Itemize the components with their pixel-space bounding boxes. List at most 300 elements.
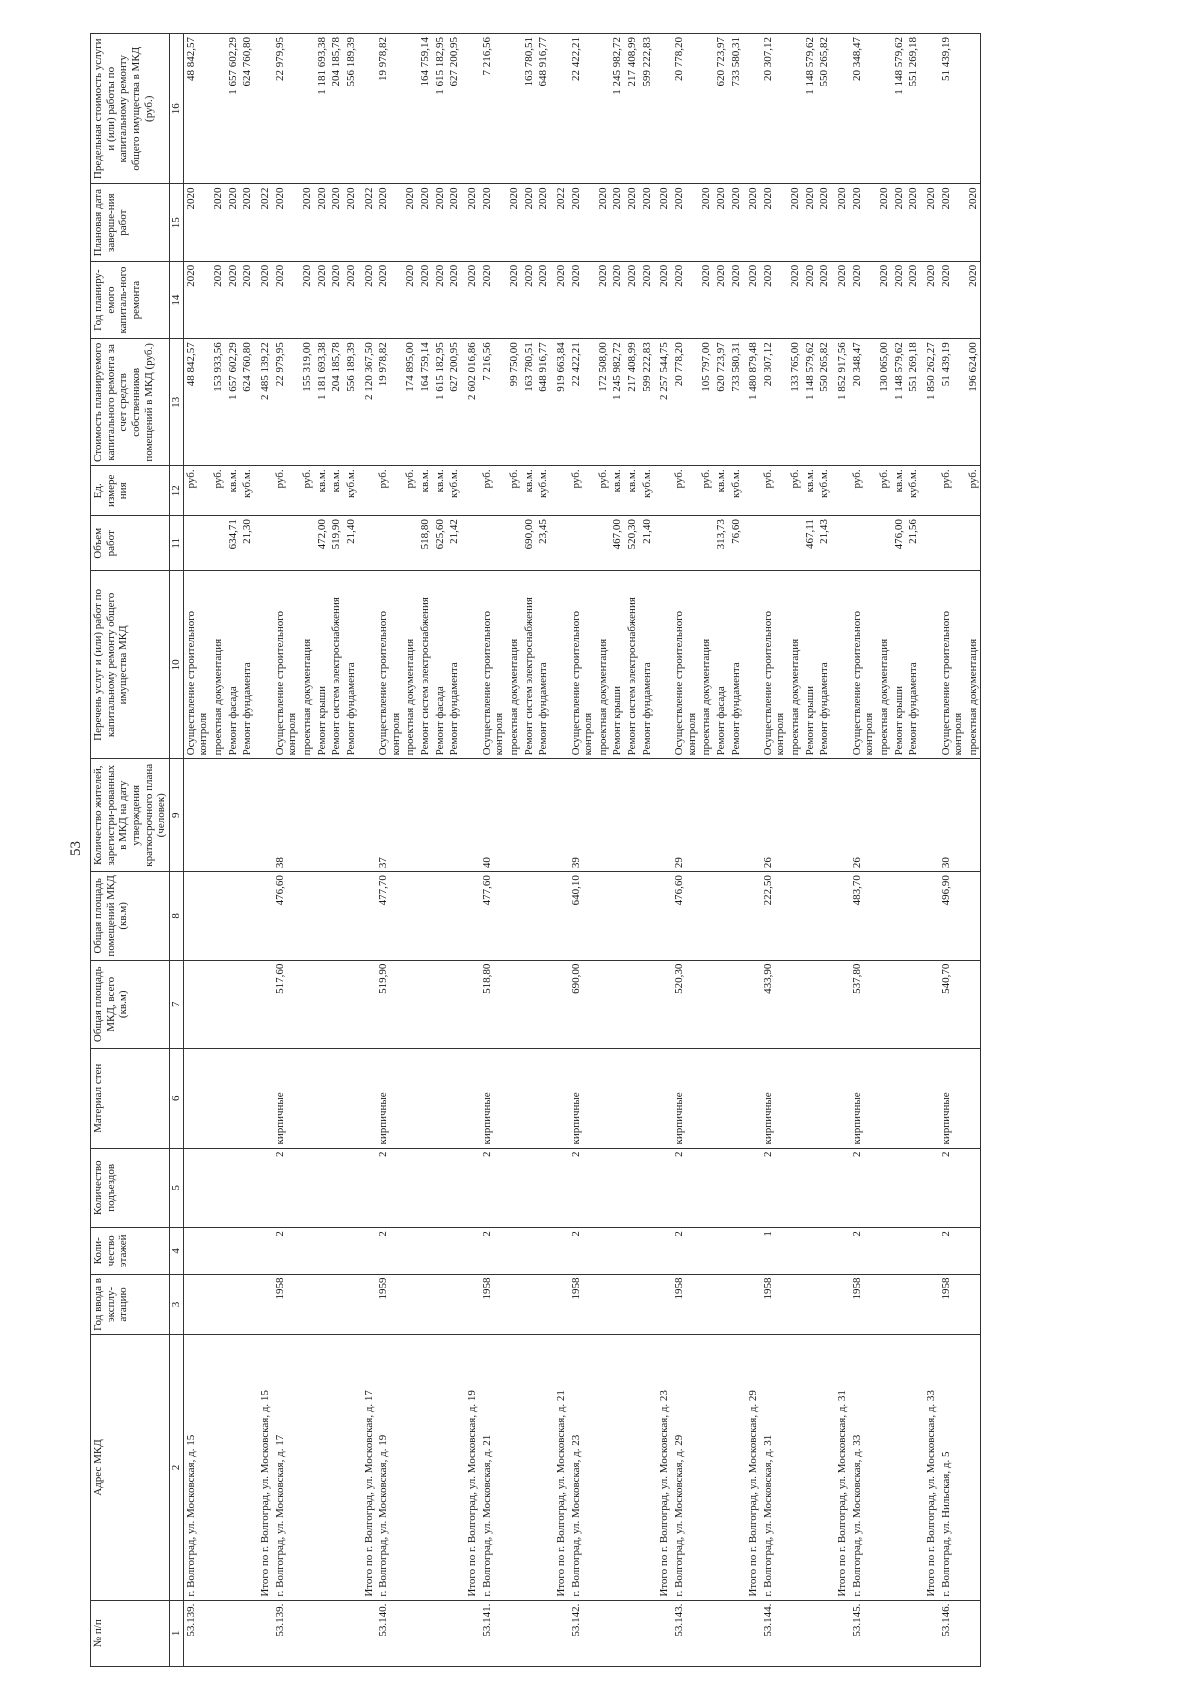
table-cell-c13: 204 185,78	[329, 339, 344, 466]
table-cell-c3	[359, 1274, 377, 1335]
table-cell-c3	[522, 1274, 537, 1335]
table-cell-c10: Ремонт фасада	[714, 571, 729, 759]
table-cell-c12	[654, 466, 672, 516]
table-cell-c15: 2022	[551, 184, 569, 261]
table-cell-c1	[300, 1600, 315, 1666]
table-cell-c3	[551, 1274, 569, 1335]
table-cell-c13: 1 657 602,29	[226, 339, 241, 466]
table-cell-c14: 2020	[788, 261, 803, 338]
table-cell-c10: Ремонт фундамента	[447, 571, 462, 759]
table-row	[625, 34, 640, 1667]
table-cell-c14: 2020	[344, 261, 359, 338]
table-cell-c12: куб.м.	[817, 466, 832, 516]
table-cell-c15: 2020	[462, 184, 480, 261]
table-cell-c7	[359, 960, 377, 1048]
column-number-row	[169, 34, 183, 1667]
col-number: 5	[169, 1148, 183, 1228]
table-cell-c11	[403, 516, 418, 571]
table-cell-c10: Ремонт фундамента	[729, 571, 744, 759]
table-cell-c10: Ремонт систем электроснабжения	[418, 571, 433, 759]
table-cell-c10: Ремонт фундамента	[240, 571, 255, 759]
table-cell-c2: Итого по г. Волгоград, ул. Московская, д. 29	[743, 1335, 761, 1600]
table-cell-c9	[226, 759, 241, 872]
table-cell-c2	[966, 1335, 981, 1600]
table-cell-c6	[892, 1049, 907, 1149]
table-cell-c7	[403, 960, 418, 1048]
table-cell-c12: руб.	[300, 466, 315, 516]
table-cell-c8: 476,60	[672, 872, 699, 960]
table-row	[522, 34, 537, 1667]
table-cell-c5	[832, 1148, 850, 1228]
table-cell-c11	[672, 516, 699, 571]
table-cell-c1	[892, 1600, 907, 1666]
table-cell-c8	[803, 872, 818, 960]
table-cell-c9	[832, 759, 850, 872]
table-cell-c16: 599 222,83	[640, 34, 655, 184]
table-cell-c11	[462, 516, 480, 571]
table-cell-c16: 51 439,19	[939, 34, 966, 184]
table-cell-c9	[699, 759, 714, 872]
table-cell-c13: 7 216,56	[480, 339, 507, 466]
table-cell-c16: 1 615 182,95	[433, 34, 448, 184]
table-cell-c9	[315, 759, 330, 872]
table-cell-c6	[699, 1049, 714, 1149]
table-cell-c2	[610, 1335, 625, 1600]
table-cell-c3	[832, 1274, 850, 1335]
table-cell-c12: руб.	[596, 466, 611, 516]
table-cell-c9	[403, 759, 418, 872]
table-cell-c11	[850, 516, 877, 571]
table-cell-c4	[654, 1228, 672, 1274]
table-cell-c14: 2020	[699, 261, 714, 338]
table-cell-c1	[522, 1600, 537, 1666]
table-cell-c6	[906, 1049, 921, 1149]
table-cell-c5	[183, 1148, 211, 1228]
table-cell-c16	[654, 34, 672, 184]
table-cell-c1: 53.141.	[480, 1600, 507, 1666]
table-cell-c2	[507, 1335, 522, 1600]
table-cell-c5	[877, 1148, 892, 1228]
table-cell-c5	[610, 1148, 625, 1228]
table-cell-c4: 2	[273, 1228, 300, 1274]
table-cell-c2	[536, 1335, 551, 1600]
table-cell-c6	[877, 1049, 892, 1149]
table-cell-c8	[255, 872, 273, 960]
table-cell-c15: 2020	[966, 184, 981, 261]
table-cell-c2	[892, 1335, 907, 1600]
table-cell-c6	[817, 1049, 832, 1149]
table-cell-c16	[596, 34, 611, 184]
table-cell-c1	[817, 1600, 832, 1666]
table-cell-c10: Ремонт фасада	[226, 571, 241, 759]
table-cell-c13: 22 979,95	[273, 339, 300, 466]
table-cell-c4	[625, 1228, 640, 1274]
table-cell-c4	[892, 1228, 907, 1274]
col-header: Коли-чество этажей	[91, 1228, 170, 1274]
table-cell-c14: 2020	[240, 261, 255, 338]
table-row	[226, 34, 241, 1667]
table-cell-c6: кирпичные	[761, 1049, 788, 1149]
table-cell-c7	[329, 960, 344, 1048]
table-cell-c15: 2020	[183, 184, 211, 261]
table-cell-c5	[462, 1148, 480, 1228]
table-cell-c3	[300, 1274, 315, 1335]
table-cell-c12	[921, 466, 939, 516]
table-cell-c15: 2020	[329, 184, 344, 261]
table-cell-c3	[892, 1274, 907, 1335]
table-cell-c12: кв.м.	[625, 466, 640, 516]
col-header: Предельная стоимость услуги и (или) работы по капитальному ремонту общего имущества в МКД (руб.)	[91, 34, 170, 184]
table-cell-c11	[788, 516, 803, 571]
table-cell-c7	[625, 960, 640, 1048]
table-cell-c16	[507, 34, 522, 184]
table-cell-c8: 496,90	[939, 872, 966, 960]
table-cell-c12: руб.	[850, 466, 877, 516]
table-row	[300, 34, 315, 1667]
table-cell-c4: 2	[939, 1228, 966, 1274]
table-cell-c3	[877, 1274, 892, 1335]
table-cell-c5	[966, 1148, 981, 1228]
table-cell-c1	[344, 1600, 359, 1666]
table-cell-c11: 472,00	[315, 516, 330, 571]
table-cell-c16: 733 580,31	[729, 34, 744, 184]
col-number: 4	[169, 1228, 183, 1274]
table-cell-c13: 163 780,51	[522, 339, 537, 466]
table-cell-c15: 2020	[906, 184, 921, 261]
table-row	[433, 34, 448, 1667]
table-cell-c9	[640, 759, 655, 872]
table-cell-c9: 39	[569, 759, 596, 872]
table-cell-c13: 172 508,00	[596, 339, 611, 466]
table-cell-c16	[551, 34, 569, 184]
table-cell-c11: 76,60	[729, 516, 744, 571]
table-cell-c15: 2020	[344, 184, 359, 261]
table-cell-c14: 2020	[359, 261, 377, 338]
table-cell-c8	[610, 872, 625, 960]
table-cell-c2	[817, 1335, 832, 1600]
table-cell-c7	[832, 960, 850, 1048]
table-cell-c4	[906, 1228, 921, 1274]
table-cell-c10: проектная документация	[211, 571, 226, 759]
table-cell-c9	[596, 759, 611, 872]
table-cell-c8	[522, 872, 537, 960]
table-cell-c11	[877, 516, 892, 571]
table-cell-c9	[625, 759, 640, 872]
table-cell-c4	[403, 1228, 418, 1274]
table-cell-c4	[226, 1228, 241, 1274]
table-cell-c6	[596, 1049, 611, 1149]
table-cell-c14: 2020	[921, 261, 939, 338]
table-cell-c13: 1 852 917,56	[832, 339, 850, 466]
table-cell-c4	[640, 1228, 655, 1274]
table-cell-c2	[315, 1335, 330, 1600]
col-header: Перечень услуг и (или) работ по капитальному ремонту общего имущества МКД	[91, 571, 170, 759]
table-cell-c7	[803, 960, 818, 1048]
table-cell-c15: 2022	[359, 184, 377, 261]
table-cell-c14: 2020	[551, 261, 569, 338]
table-cell-c3	[240, 1274, 255, 1335]
table-cell-c8	[240, 872, 255, 960]
table-cell-c2: г. Волгоград, ул. Московская, д. 21	[480, 1335, 507, 1600]
table-cell-c10: проектная документация	[403, 571, 418, 759]
table-cell-c11	[507, 516, 522, 571]
table-cell-c8: 640,10	[569, 872, 596, 960]
table-row	[850, 34, 877, 1667]
table-cell-c6	[536, 1049, 551, 1149]
table-cell-c2: Итого по г. Волгоград, ул. Московская, д. 21	[551, 1335, 569, 1600]
capital-repair-table	[90, 33, 981, 1667]
table-cell-c6	[462, 1049, 480, 1149]
table-cell-c16: 1 181 693,38	[315, 34, 330, 184]
table-cell-c9	[211, 759, 226, 872]
table-cell-c3	[729, 1274, 744, 1335]
table-cell-c15: 2020	[273, 184, 300, 261]
table-cell-c10: проектная документация	[300, 571, 315, 759]
table-row	[183, 34, 211, 1667]
table-cell-c5	[892, 1148, 907, 1228]
table-cell-c11	[183, 516, 211, 571]
table-cell-c10: проектная документация	[788, 571, 803, 759]
table-cell-c16: 20 778,20	[672, 34, 699, 184]
table-cell-c12: куб.м.	[344, 466, 359, 516]
table-cell-c5	[344, 1148, 359, 1228]
table-cell-c3	[625, 1274, 640, 1335]
table-cell-c8	[832, 872, 850, 960]
table-cell-c14: 2020	[433, 261, 448, 338]
table-cell-c6: кирпичные	[480, 1049, 507, 1149]
table-cell-c10: Осуществление строительного контроля	[939, 571, 966, 759]
table-cell-c9	[714, 759, 729, 872]
table-cell-c15: 2020	[714, 184, 729, 261]
table-cell-c10: Осуществление строительного контроля	[183, 571, 211, 759]
table-row	[729, 34, 744, 1667]
table-row	[569, 34, 596, 1667]
table-cell-c8	[654, 872, 672, 960]
table-cell-c7	[610, 960, 625, 1048]
table-cell-c3	[654, 1274, 672, 1335]
table-cell-c11: 21,56	[906, 516, 921, 571]
table-cell-c10: Осуществление строительного контроля	[376, 571, 403, 759]
table-cell-c12: кв.м.	[892, 466, 907, 516]
table-cell-c14: 2020	[850, 261, 877, 338]
table-cell-c16: 22 422,21	[569, 34, 596, 184]
table-cell-c4	[211, 1228, 226, 1274]
table-cell-c4	[433, 1228, 448, 1274]
table-cell-c8	[551, 872, 569, 960]
table-cell-c1: 53.140.	[376, 1600, 403, 1666]
table-cell-c4	[183, 1228, 211, 1274]
table-cell-c13: 51 439,19	[939, 339, 966, 466]
col-header: Общая площадь помещений МКД (кв.м)	[91, 872, 170, 960]
table-cell-c11: 518,80	[418, 516, 433, 571]
table-cell-c1: 53.139.	[183, 1600, 211, 1666]
table-cell-c3	[714, 1274, 729, 1335]
table-cell-c5	[403, 1148, 418, 1228]
table-cell-c7: 518,80	[480, 960, 507, 1048]
table-cell-c2: Итого по г. Волгоград, ул. Московская, д. 33	[921, 1335, 939, 1600]
table-cell-c3	[640, 1274, 655, 1335]
table-cell-c3: 1958	[480, 1274, 507, 1335]
table-cell-c12: кв.м.	[226, 466, 241, 516]
table-cell-c6	[640, 1049, 655, 1149]
table-cell-c4	[418, 1228, 433, 1274]
table-cell-c4	[507, 1228, 522, 1274]
table-cell-c2: г. Волгоград, ул. Московская, д. 19	[376, 1335, 403, 1600]
table-cell-c10: проектная документация	[596, 571, 611, 759]
table-cell-c16	[255, 34, 273, 184]
table-cell-c8	[966, 872, 981, 960]
table-cell-c2	[699, 1335, 714, 1600]
table-cell-c1	[729, 1600, 744, 1666]
table-cell-c3: 1958	[569, 1274, 596, 1335]
table-cell-c3	[183, 1274, 211, 1335]
table-cell-c2: г. Волгоград, ул. Московская, д. 29	[672, 1335, 699, 1600]
table-cell-c15: 2020	[729, 184, 744, 261]
table-cell-c1	[596, 1600, 611, 1666]
table-cell-c12: кв.м.	[418, 466, 433, 516]
table-cell-c15: 2020	[507, 184, 522, 261]
table-cell-c12: руб.	[939, 466, 966, 516]
table-cell-c13: 550 265,82	[817, 339, 832, 466]
table-cell-c9	[729, 759, 744, 872]
table-cell-c6	[255, 1049, 273, 1149]
col-header: Материал стен	[91, 1049, 170, 1149]
table-cell-c3	[462, 1274, 480, 1335]
table-cell-c11: 690,00	[522, 516, 537, 571]
table-cell-c12: куб.м.	[729, 466, 744, 516]
table-cell-c7	[699, 960, 714, 1048]
table-cell-c13: 155 319,00	[300, 339, 315, 466]
table-cell-c11	[480, 516, 507, 571]
table-cell-c5	[714, 1148, 729, 1228]
table-cell-c16: 48 842,57	[183, 34, 211, 184]
table-cell-c8: 476,60	[273, 872, 300, 960]
table-cell-c8	[788, 872, 803, 960]
table-cell-c7	[344, 960, 359, 1048]
table-cell-c13: 133 765,00	[788, 339, 803, 466]
table-cell-c10: Ремонт фасада	[433, 571, 448, 759]
table-cell-c8	[344, 872, 359, 960]
table-cell-c9	[921, 759, 939, 872]
table-cell-c14: 2020	[315, 261, 330, 338]
table-cell-c13: 1 181 693,38	[315, 339, 330, 466]
table-cell-c12	[743, 466, 761, 516]
table-cell-c10	[921, 571, 939, 759]
table-cell-c2	[640, 1335, 655, 1600]
col-header: Общая площадь МКД, всего (кв.м)	[91, 960, 170, 1048]
table-cell-c16	[921, 34, 939, 184]
table-cell-c12: кв.м.	[433, 466, 448, 516]
table-cell-c1	[255, 1600, 273, 1666]
table-cell-c14: 2020	[403, 261, 418, 338]
table-cell-c13: 556 189,39	[344, 339, 359, 466]
table-cell-c16: 1 657 602,29	[226, 34, 241, 184]
table-row	[447, 34, 462, 1667]
table-cell-c6	[433, 1049, 448, 1149]
table-cell-c16	[300, 34, 315, 184]
table-cell-c9	[743, 759, 761, 872]
table-cell-c14: 2020	[939, 261, 966, 338]
table-cell-c14: 2020	[273, 261, 300, 338]
table-cell-c2: г. Волгоград, ул. Нильская, д. 5	[939, 1335, 966, 1600]
table-row	[672, 34, 699, 1667]
table-row	[892, 34, 907, 1667]
table-cell-c8	[743, 872, 761, 960]
table-cell-c10: Ремонт систем электроснабжения	[329, 571, 344, 759]
table-cell-c5: 2	[672, 1148, 699, 1228]
table-cell-c15: 2020	[892, 184, 907, 261]
table-cell-c14: 2020	[729, 261, 744, 338]
col-header: Адрес МКД	[91, 1335, 170, 1600]
table-cell-c9: 26	[850, 759, 877, 872]
table-cell-c4	[344, 1228, 359, 1274]
table-cell-c5	[743, 1148, 761, 1228]
table-cell-c1	[433, 1600, 448, 1666]
table-cell-c1	[507, 1600, 522, 1666]
table-cell-c10: Осуществление строительного контроля	[273, 571, 300, 759]
table-cell-c5	[699, 1148, 714, 1228]
table-cell-c3	[743, 1274, 761, 1335]
table-cell-c6: кирпичные	[939, 1049, 966, 1149]
table-cell-c4	[447, 1228, 462, 1274]
table-cell-c2: Итого по г. Волгоград, ул. Московская, д. 31	[832, 1335, 850, 1600]
table-cell-c5	[788, 1148, 803, 1228]
table-cell-c12: руб.	[569, 466, 596, 516]
table-cell-c2	[300, 1335, 315, 1600]
table-cell-c5	[654, 1148, 672, 1228]
table-cell-c1	[240, 1600, 255, 1666]
table-cell-c10	[462, 571, 480, 759]
table-cell-c5: 2	[569, 1148, 596, 1228]
table-cell-c14: 2020	[654, 261, 672, 338]
table-cell-c3: 1958	[939, 1274, 966, 1335]
table-cell-c12: руб.	[966, 466, 981, 516]
table-cell-c16: 556 189,39	[344, 34, 359, 184]
table-cell-c14: 2020	[596, 261, 611, 338]
table-cell-c5	[507, 1148, 522, 1228]
table-cell-c7	[743, 960, 761, 1048]
table-cell-c8	[596, 872, 611, 960]
table-cell-c14: 2020	[183, 261, 211, 338]
table-cell-c5	[433, 1148, 448, 1228]
table-row	[788, 34, 803, 1667]
table-cell-c15: 2020	[788, 184, 803, 261]
table-row	[906, 34, 921, 1667]
table-cell-c14: 2020	[625, 261, 640, 338]
table-cell-c14: 2020	[522, 261, 537, 338]
table-cell-c5	[300, 1148, 315, 1228]
table-cell-c11: 519,90	[329, 516, 344, 571]
table-cell-c3	[447, 1274, 462, 1335]
table-cell-c13: 2 120 367,50	[359, 339, 377, 466]
table-cell-c15: 2020	[761, 184, 788, 261]
table-cell-c9: 26	[761, 759, 788, 872]
table-cell-c4	[610, 1228, 625, 1274]
table-cell-c5: 2	[850, 1148, 877, 1228]
table-cell-c3	[610, 1274, 625, 1335]
table-cell-c6	[610, 1049, 625, 1149]
table-cell-c2	[344, 1335, 359, 1600]
table-cell-c16: 22 979,95	[273, 34, 300, 184]
table-cell-c3	[803, 1274, 818, 1335]
table-cell-c13: 624 760,80	[240, 339, 255, 466]
table-cell-c15: 2020	[480, 184, 507, 261]
table-cell-c12: кв.м.	[315, 466, 330, 516]
table-cell-c3	[344, 1274, 359, 1335]
table-cell-c13: 20 778,20	[672, 339, 699, 466]
table-cell-c2	[906, 1335, 921, 1600]
table-cell-c7	[817, 960, 832, 1048]
